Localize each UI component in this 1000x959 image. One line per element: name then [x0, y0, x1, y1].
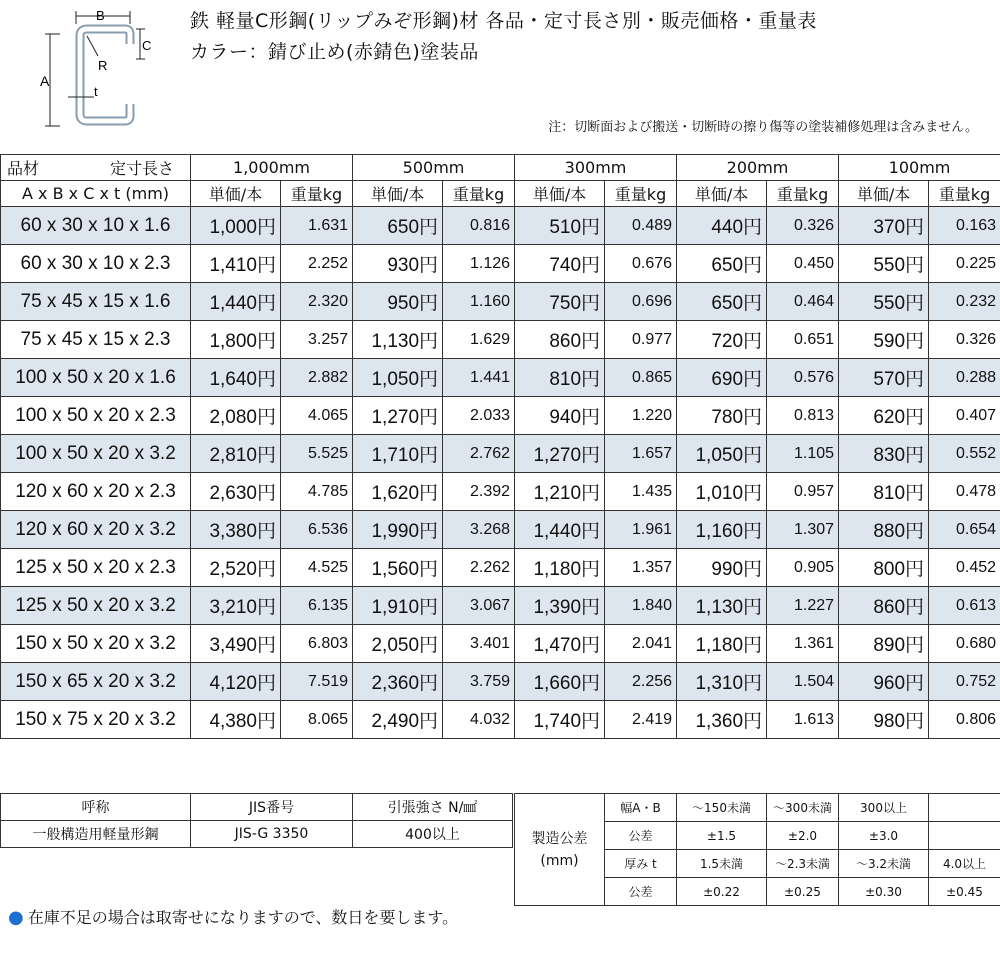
unit-price-cell: 810円: [515, 359, 605, 397]
weight-cell: 6.803: [281, 625, 353, 663]
unit-price-cell: 1,640円: [191, 359, 281, 397]
weight-cell: 2.041: [605, 625, 677, 663]
weight-cell: 0.752: [929, 663, 1000, 701]
header-unit-price: 単価/本: [677, 181, 767, 207]
weight-cell: 1.631: [281, 207, 353, 245]
header-length: 定寸長さ: [109, 159, 174, 178]
weight-cell: 0.613: [929, 587, 1000, 625]
note-text: 注：切断面および搬送・切断時の擦り傷等の塗装補修処理は含みません。: [548, 120, 978, 135]
unit-price-cell: 2,080円: [191, 397, 281, 435]
weight-cell: 0.696: [605, 283, 677, 321]
unit-price-cell: 2,630円: [191, 473, 281, 511]
tolerance-cell: ±0.25: [767, 878, 839, 906]
unit-price-cell: 1,210円: [515, 473, 605, 511]
unit-price-cell: 620円: [839, 397, 929, 435]
unit-price-cell: 1,990円: [353, 511, 443, 549]
table-row: [1, 511, 1000, 549]
unit-price-cell: 1,440円: [191, 283, 281, 321]
unit-price-cell: 980円: [839, 701, 929, 739]
unit-price-cell: 1,000円: [191, 207, 281, 245]
weight-cell: 1.441: [443, 359, 515, 397]
unit-price-cell: 1,800円: [191, 321, 281, 359]
weight-cell: 0.225: [929, 245, 1000, 283]
table-row: [1, 625, 1000, 663]
unit-price-cell: 590円: [839, 321, 929, 359]
unit-price-cell: 1,130円: [677, 587, 767, 625]
product-size-cell: 75 x 45 x 15 x 2.3: [1, 321, 191, 359]
unit-price-cell: 690円: [677, 359, 767, 397]
header-length-2: 300mm: [515, 155, 677, 181]
weight-cell: 0.651: [767, 321, 839, 359]
weight-cell: 3.067: [443, 587, 515, 625]
weight-cell: 0.680: [929, 625, 1000, 663]
header-length-0: 1,000mm: [191, 155, 353, 181]
unit-price-cell: 570円: [839, 359, 929, 397]
unit-price-cell: 1,360円: [677, 701, 767, 739]
unit-price-cell: 750円: [515, 283, 605, 321]
weight-cell: 0.977: [605, 321, 677, 359]
weight-cell: 0.865: [605, 359, 677, 397]
tolerance-cell: ±3.0: [839, 822, 929, 850]
unit-price-cell: 1,270円: [515, 435, 605, 473]
tolerance-cell: [929, 822, 1000, 850]
weight-cell: 0.957: [767, 473, 839, 511]
unit-price-cell: 1,310円: [677, 663, 767, 701]
spec-value-jis: JIS-G 3350: [191, 821, 353, 848]
page-subtitle: カラー：錆び止め(赤錆色)塗装品: [190, 41, 479, 63]
table-row: [1, 359, 1000, 397]
unit-price-cell: 1,180円: [515, 549, 605, 587]
unit-price-cell: 4,120円: [191, 663, 281, 701]
unit-price-cell: 860円: [515, 321, 605, 359]
weight-cell: 2.882: [281, 359, 353, 397]
unit-price-cell: 1,740円: [515, 701, 605, 739]
unit-price-cell: 3,380円: [191, 511, 281, 549]
tolerance-cell: ～3.2未満: [839, 850, 929, 878]
product-size-cell: 150 x 75 x 20 x 3.2: [1, 701, 191, 739]
spec-value-tensile: 400以上: [353, 821, 513, 848]
header-dims: A x B x C x t (mm): [1, 181, 191, 207]
tolerance-cell: 300以上: [839, 794, 929, 822]
weight-cell: 0.326: [929, 321, 1000, 359]
unit-price-cell: 1,660円: [515, 663, 605, 701]
stock-note: [8, 905, 458, 928]
unit-price-cell: 1,270円: [353, 397, 443, 435]
weight-cell: 3.268: [443, 511, 515, 549]
header-material: 品材: [7, 159, 40, 178]
unit-price-cell: 550円: [839, 245, 929, 283]
weight-cell: 8.065: [281, 701, 353, 739]
unit-price-cell: 940円: [515, 397, 605, 435]
spec-header-jis: JIS番号: [191, 794, 353, 821]
header-unit-price: 単価/本: [353, 181, 443, 207]
weight-cell: 0.478: [929, 473, 1000, 511]
unit-price-cell: 2,490円: [353, 701, 443, 739]
product-size-cell: 60 x 30 x 10 x 1.6: [1, 207, 191, 245]
unit-price-cell: 650円: [677, 283, 767, 321]
header-material-length: [1, 155, 191, 181]
tolerance-cell: ～2.3未満: [767, 850, 839, 878]
tolerance-cell: 1.5未満: [677, 850, 767, 878]
header-length-4: 100mm: [839, 155, 1000, 181]
product-size-cell: 100 x 50 x 20 x 1.6: [1, 359, 191, 397]
weight-cell: 0.552: [929, 435, 1000, 473]
unit-price-cell: 830円: [839, 435, 929, 473]
weight-cell: 0.576: [767, 359, 839, 397]
diagram-label-c: C: [142, 38, 152, 53]
tolerance-label: [515, 794, 605, 906]
tolerance-cell: 4.0以上: [929, 850, 1000, 878]
unit-price-cell: 890円: [839, 625, 929, 663]
unit-price-cell: 2,810円: [191, 435, 281, 473]
header-unit-price: 単価/本: [191, 181, 281, 207]
weight-cell: 0.905: [767, 549, 839, 587]
weight-cell: 7.519: [281, 663, 353, 701]
unit-price-cell: 4,380円: [191, 701, 281, 739]
table-row: [1, 397, 1000, 435]
unit-price-cell: 860円: [839, 587, 929, 625]
weight-cell: 0.816: [443, 207, 515, 245]
unit-price-cell: 880円: [839, 511, 929, 549]
diagram-label-t: t: [94, 84, 98, 99]
unit-price-cell: 2,360円: [353, 663, 443, 701]
weight-cell: 1.629: [443, 321, 515, 359]
weight-cell: 0.813: [767, 397, 839, 435]
tolerance-row-label: 公差: [605, 822, 677, 850]
weight-cell: 0.676: [605, 245, 677, 283]
weight-cell: 4.525: [281, 549, 353, 587]
unit-price-cell: 1,010円: [677, 473, 767, 511]
weight-cell: 2.320: [281, 283, 353, 321]
unit-price-cell: 1,710円: [353, 435, 443, 473]
unit-price-cell: 2,520円: [191, 549, 281, 587]
weight-cell: 0.450: [767, 245, 839, 283]
unit-price-cell: 3,490円: [191, 625, 281, 663]
unit-price-cell: 3,210円: [191, 587, 281, 625]
unit-price-cell: 740円: [515, 245, 605, 283]
weight-cell: 1.126: [443, 245, 515, 283]
spec-header-name: 呼称: [1, 794, 191, 821]
unit-price-cell: 1,910円: [353, 587, 443, 625]
tolerance-label-line1: 製造公差: [531, 830, 588, 847]
tolerance-body: [515, 794, 1000, 906]
unit-price-cell: 1,050円: [353, 359, 443, 397]
unit-price-cell: 1,560円: [353, 549, 443, 587]
weight-cell: 1.961: [605, 511, 677, 549]
table-row: [1, 245, 1000, 283]
weight-cell: 2.252: [281, 245, 353, 283]
weight-cell: 1.105: [767, 435, 839, 473]
weight-cell: 4.785: [281, 473, 353, 511]
product-size-cell: 150 x 50 x 20 x 3.2: [1, 625, 191, 663]
unit-price-cell: 550円: [839, 283, 929, 321]
price-weight-table: [0, 154, 1000, 739]
weight-cell: 1.227: [767, 587, 839, 625]
unit-price-cell: 960円: [839, 663, 929, 701]
weight-cell: 1.220: [605, 397, 677, 435]
tolerance-row: [515, 794, 1000, 822]
unit-price-cell: 1,440円: [515, 511, 605, 549]
unit-price-cell: 720円: [677, 321, 767, 359]
tolerance-label-line2: (mm): [540, 852, 579, 869]
weight-cell: 0.452: [929, 549, 1000, 587]
tolerance-cell: ±0.45: [929, 878, 1000, 906]
diagram-label-a: A: [40, 73, 50, 89]
weight-cell: 1.160: [443, 283, 515, 321]
spec-header-tensile: 引張強さ N/㎟: [353, 794, 513, 821]
diagram-label-b: B: [96, 8, 105, 23]
weight-cell: 1.361: [767, 625, 839, 663]
table-row: [1, 663, 1000, 701]
table-row: [1, 283, 1000, 321]
weight-cell: 0.464: [767, 283, 839, 321]
tolerance-cell: ±2.0: [767, 822, 839, 850]
table-row: [1, 701, 1000, 739]
weight-cell: 5.525: [281, 435, 353, 473]
weight-cell: 1.307: [767, 511, 839, 549]
header-weight: 重量kg: [605, 181, 677, 207]
tolerance-table: [514, 793, 1000, 906]
table-header-row: [1, 155, 1000, 181]
weight-cell: 3.759: [443, 663, 515, 701]
weight-cell: 1.435: [605, 473, 677, 511]
stock-note-text: 在庫不足の場合は取寄せになりますので、数日を要します。: [27, 908, 459, 927]
product-size-cell: 120 x 60 x 20 x 3.2: [1, 511, 191, 549]
table-row: [1, 549, 1000, 587]
product-size-cell: 100 x 50 x 20 x 2.3: [1, 397, 191, 435]
product-size-cell: 125 x 50 x 20 x 3.2: [1, 587, 191, 625]
table-row: [1, 473, 1000, 511]
header-weight: 重量kg: [929, 181, 1000, 207]
table-row: [1, 321, 1000, 359]
unit-price-cell: 780円: [677, 397, 767, 435]
table-subheader-row: [1, 181, 1000, 207]
unit-price-cell: 1,180円: [677, 625, 767, 663]
tolerance-cell: ±0.30: [839, 878, 929, 906]
weight-cell: 6.536: [281, 511, 353, 549]
header-weight: 重量kg: [767, 181, 839, 207]
header-weight: 重量kg: [443, 181, 515, 207]
spec-table: [0, 793, 513, 848]
product-size-cell: 100 x 50 x 20 x 3.2: [1, 435, 191, 473]
unit-price-cell: 650円: [677, 245, 767, 283]
product-size-cell: 120 x 60 x 20 x 2.3: [1, 473, 191, 511]
table-row: [1, 207, 1000, 245]
product-size-cell: 75 x 45 x 15 x 1.6: [1, 283, 191, 321]
header-unit-price: 単価/本: [515, 181, 605, 207]
header-weight: 重量kg: [281, 181, 353, 207]
product-size-cell: 60 x 30 x 10 x 2.3: [1, 245, 191, 283]
weight-cell: 0.407: [929, 397, 1000, 435]
weight-cell: 4.032: [443, 701, 515, 739]
weight-cell: 0.163: [929, 207, 1000, 245]
tolerance-row-label: 幅A・B: [605, 794, 677, 822]
weight-cell: 0.288: [929, 359, 1000, 397]
unit-price-cell: 1,130円: [353, 321, 443, 359]
unit-price-cell: 650円: [353, 207, 443, 245]
weight-cell: 3.257: [281, 321, 353, 359]
unit-price-cell: 1,620円: [353, 473, 443, 511]
unit-price-cell: 440円: [677, 207, 767, 245]
tolerance-cell: ±0.22: [677, 878, 767, 906]
tolerance-cell: ±1.5: [677, 822, 767, 850]
unit-price-cell: 1,050円: [677, 435, 767, 473]
tolerance-cell: ～150未満: [677, 794, 767, 822]
unit-price-cell: 1,390円: [515, 587, 605, 625]
spec-value-row: [1, 821, 513, 848]
unit-price-cell: 1,470円: [515, 625, 605, 663]
weight-cell: 0.654: [929, 511, 1000, 549]
weight-cell: 2.762: [443, 435, 515, 473]
unit-price-cell: 1,410円: [191, 245, 281, 283]
weight-cell: 0.806: [929, 701, 1000, 739]
bullet-dot-icon: ●: [8, 907, 24, 928]
weight-cell: 6.135: [281, 587, 353, 625]
weight-cell: 1.504: [767, 663, 839, 701]
header-length-3: 200mm: [677, 155, 839, 181]
unit-price-cell: 930円: [353, 245, 443, 283]
weight-cell: 2.419: [605, 701, 677, 739]
table-row: [1, 587, 1000, 625]
table-body: [1, 207, 1000, 739]
tolerance-cell: [929, 794, 1000, 822]
header-length-1: 500mm: [353, 155, 515, 181]
product-size-cell: 125 x 50 x 20 x 2.3: [1, 549, 191, 587]
tolerance-row-label: 厚み t: [605, 850, 677, 878]
weight-cell: 0.489: [605, 207, 677, 245]
weight-cell: 2.033: [443, 397, 515, 435]
weight-cell: 1.357: [605, 549, 677, 587]
unit-price-cell: 1,160円: [677, 511, 767, 549]
unit-price-cell: 2,050円: [353, 625, 443, 663]
unit-price-cell: 800円: [839, 549, 929, 587]
weight-cell: 2.256: [605, 663, 677, 701]
weight-cell: 1.657: [605, 435, 677, 473]
tolerance-row-label: 公差: [605, 878, 677, 906]
weight-cell: 0.232: [929, 283, 1000, 321]
page-title: 鉄 軽量C形鋼(リップみぞ形鋼)材 各品・定寸長さ別・販売価格・重量表: [190, 10, 817, 32]
unit-price-cell: 990円: [677, 549, 767, 587]
diagram-label-r: R: [98, 58, 108, 73]
unit-price-cell: 810円: [839, 473, 929, 511]
weight-cell: 1.613: [767, 701, 839, 739]
weight-cell: 2.392: [443, 473, 515, 511]
weight-cell: 4.065: [281, 397, 353, 435]
table-row: [1, 435, 1000, 473]
c-channel-diagram: [32, 4, 172, 134]
spec-value-name: 一般構造用軽量形鋼: [1, 821, 191, 848]
tolerance-cell: ～300未満: [767, 794, 839, 822]
header-unit-price: 単価/本: [839, 181, 929, 207]
unit-price-cell: 370円: [839, 207, 929, 245]
weight-cell: 2.262: [443, 549, 515, 587]
weight-cell: 3.401: [443, 625, 515, 663]
weight-cell: 0.326: [767, 207, 839, 245]
product-size-cell: 150 x 65 x 20 x 3.2: [1, 663, 191, 701]
c-channel-diagram-svg: [32, 4, 172, 134]
weight-cell: 1.840: [605, 587, 677, 625]
unit-price-cell: 950円: [353, 283, 443, 321]
spec-header-row: [1, 794, 513, 821]
unit-price-cell: 510円: [515, 207, 605, 245]
